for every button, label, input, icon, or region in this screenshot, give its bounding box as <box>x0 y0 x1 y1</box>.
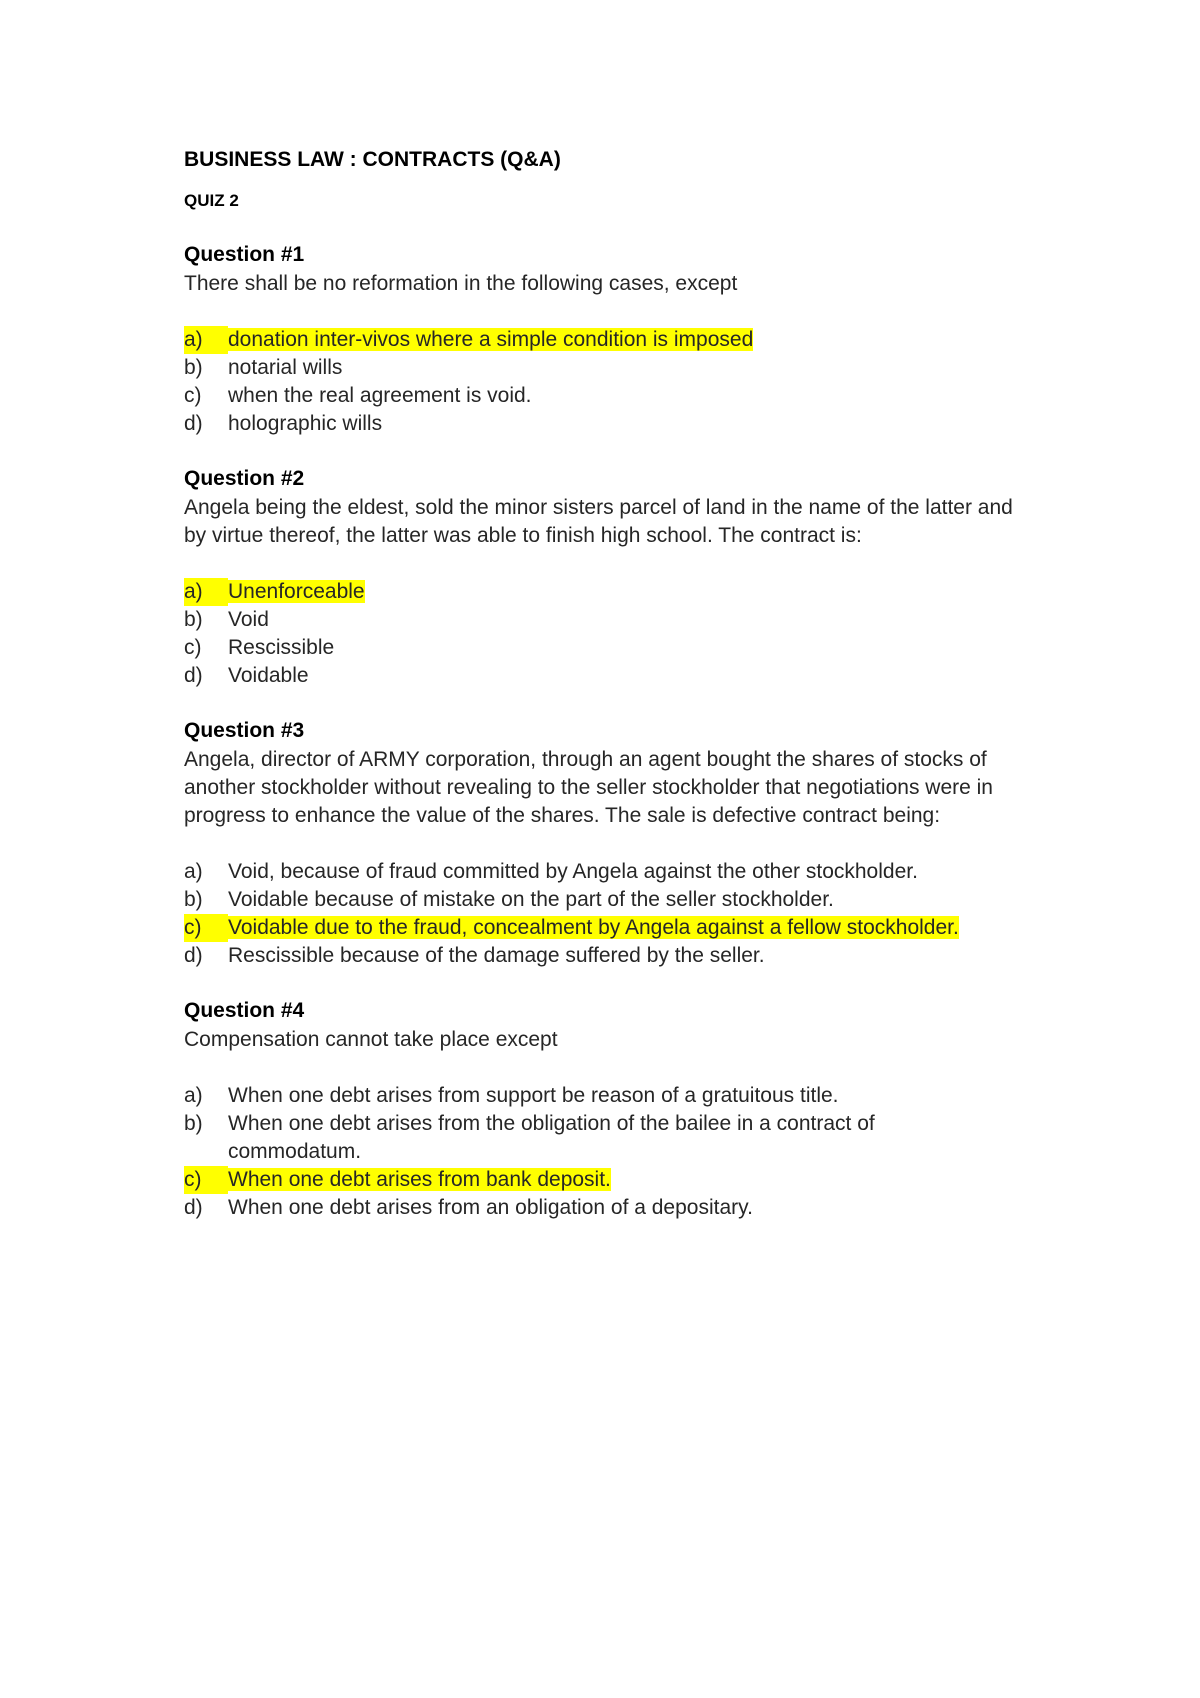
option-letter: b) <box>184 356 203 379</box>
option-text: when the real agreement is void. <box>228 384 532 407</box>
question-text: There shall be no reformation in the following cases, except <box>184 272 738 295</box>
option-a <box>184 1082 1034 1110</box>
option-letter: b) <box>184 1112 203 1135</box>
option-a <box>184 326 1034 354</box>
option-c <box>184 914 1034 942</box>
option-d <box>184 662 1034 690</box>
option-c <box>184 382 1034 410</box>
option-d <box>184 1194 1034 1222</box>
option-text: When one debt arises from an obligation of a depositary. <box>228 1196 753 1219</box>
option-letter: a) <box>184 326 228 354</box>
option-b <box>184 606 1034 634</box>
option-list <box>184 578 1034 690</box>
question-heading: Question #1 <box>184 243 305 266</box>
option-letter: c) <box>184 384 202 407</box>
document-page <box>184 140 1034 1222</box>
question-text: Angela, director of ARMY corporation, through an agent bought the shares of stocks of another stockholder without revealing to the seller stockholder that negotiations were in progress to enhance the value of the shares. The sale is defective contract being: <box>184 748 993 827</box>
option-list <box>184 326 1034 438</box>
option-letter: b) <box>184 888 203 911</box>
option-letter: a) <box>184 860 203 883</box>
question-heading: Question #3 <box>184 719 305 742</box>
question-text: Angela being the eldest, sold the minor sisters parcel of land in the name of the latter and by virtue thereof, the latter was able to finish high school. The contract is: <box>184 496 1013 547</box>
option-text: Void, because of fraud committed by Angela against the other stockholder. <box>228 860 918 883</box>
option-text: When one debt arises from the obligation of the bailee in a contract of commodatum. <box>228 1112 875 1163</box>
option-letter: c) <box>184 914 228 942</box>
option-text: When one debt arises from support be reason of a gratuitous title. <box>228 1084 839 1107</box>
option-a <box>184 858 1034 886</box>
option-letter: d) <box>184 412 203 435</box>
option-b <box>184 1110 1034 1166</box>
question-text: Compensation cannot take place except <box>184 1028 558 1051</box>
question-3 <box>184 716 1034 970</box>
option-letter: a) <box>184 1084 203 1107</box>
option-text: notarial wills <box>228 356 343 379</box>
option-letter: d) <box>184 664 203 687</box>
option-b <box>184 886 1034 914</box>
option-b <box>184 354 1034 382</box>
question-heading: Question #4 <box>184 999 305 1022</box>
option-text: Rescissible <box>228 636 335 659</box>
option-a <box>184 578 1034 606</box>
option-d <box>184 942 1034 970</box>
option-text: Voidable <box>228 664 309 687</box>
question-4 <box>184 996 1034 1222</box>
option-text: When one debt arises from bank deposit. <box>228 1168 611 1191</box>
option-letter: b) <box>184 608 203 631</box>
option-d <box>184 410 1034 438</box>
option-text: Void <box>228 608 269 631</box>
quiz-label: QUIZ 2 <box>184 191 239 210</box>
option-letter: d) <box>184 944 203 967</box>
option-text: holographic wills <box>228 412 383 435</box>
option-c <box>184 1166 1034 1194</box>
option-list <box>184 858 1034 970</box>
option-text: donation inter-vivos where a simple condition is imposed <box>228 328 754 351</box>
option-letter: d) <box>184 1196 203 1219</box>
option-text: Rescissible because of the damage suffered by the seller. <box>228 944 765 967</box>
question-1 <box>184 240 1034 438</box>
option-letter: c) <box>184 1166 228 1194</box>
document-title: BUSINESS LAW : CONTRACTS (Q&A) <box>184 148 561 171</box>
option-letter: c) <box>184 636 202 659</box>
option-text: Unenforceable <box>228 580 365 603</box>
option-text: Voidable due to the fraud, concealment by Angela against a fellow stockholder. <box>228 916 959 939</box>
option-list <box>184 1082 1034 1222</box>
option-letter: a) <box>184 578 228 606</box>
question-2 <box>184 464 1034 690</box>
option-text: Voidable because of mistake on the part of the seller stockholder. <box>228 888 834 911</box>
option-c <box>184 634 1034 662</box>
question-heading: Question #2 <box>184 467 305 490</box>
